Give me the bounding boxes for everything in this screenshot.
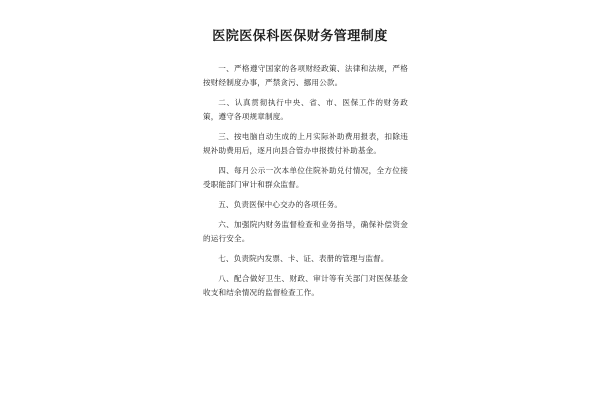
paragraph-5: 五、负责医保中心交办的各项任务。 <box>218 200 343 209</box>
paragraph-4: 四、每月公示一次本单位住院补助兑付情况，全方位接受职能部门审计和群众监督。 <box>203 166 408 189</box>
paragraph-2: 二、认真贯彻执行中央、省、市、医保工作的财务政策，遵守各项规章制度。 <box>203 98 408 121</box>
document-title: 医院医保科医保财务管理制度 <box>212 29 388 44</box>
paragraph-8: 八、配合做好卫生、财政、审计等有关部门对医保基金收支和结余情况的监督检查工作。 <box>203 274 408 297</box>
paragraph-1: 一、严格遵守国家的各项财经政策、法律和法规，严格按财经制度办事，严禁贪污、挪用公款。 <box>203 64 408 87</box>
paragraph-6: 六、加强院内财务监督检查和业务指导，确保补偿资金的运行安全。 <box>203 220 408 243</box>
paragraph-7: 七、负责院内发票、卡、证、表册的管理与监督。 <box>218 254 389 263</box>
paragraph-3: 三、按电脑自动生成的上月实际补助费用报表，扣除违规补助费用后，逐月向县合管办申报拨付补助基金。 <box>203 132 408 155</box>
document-body <box>203 62 408 306</box>
